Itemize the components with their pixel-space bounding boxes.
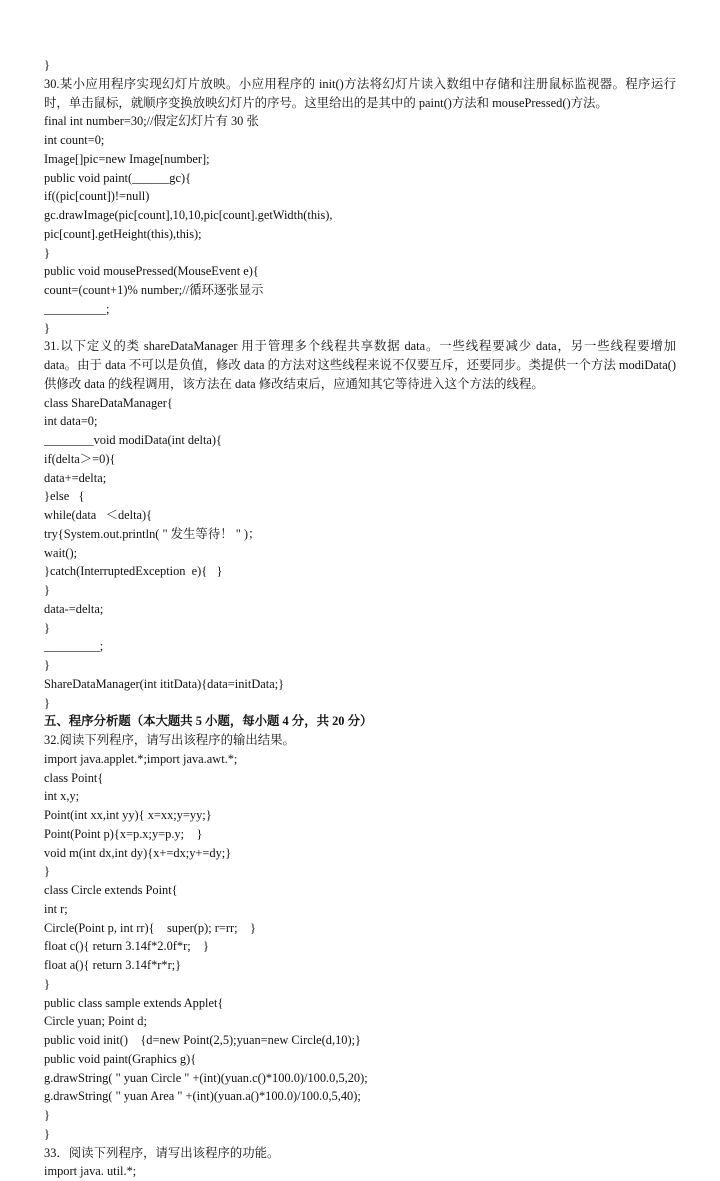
question-paragraph: 30.某小应用程序实现幻灯片放映。小应用程序的 init()方法将幻灯片读入数组中存储和注册鼠标监视器。程序运行时，单击鼠标，就顺序变换放映幻灯片的序号。这里给出的是其中的 paint()方法和 mousePressed()方法。 [44, 76, 676, 110]
code-line: if(delta＞=0){ [44, 451, 116, 466]
code-line: } [44, 976, 50, 991]
code-line: Image[]pic=new Image[number]; [44, 151, 210, 166]
code-line: } [44, 245, 50, 260]
code-line: int count=0; [44, 133, 105, 147]
code-line: } [44, 695, 50, 710]
code-line: 32.阅读下列程序，请写出该程序的输出结果。 [44, 733, 295, 747]
code-line: ________void modiData(int delta){ [44, 433, 223, 447]
code-line: public class sample extends Applet{ [44, 995, 224, 1010]
code-line: } [44, 864, 50, 879]
code-line: try{System.out.println( " 发生等待！ " )； [44, 526, 261, 541]
code-line: } [44, 1108, 50, 1122]
code-line: class Circle extends Point{ [44, 883, 178, 897]
code-line: if((pic[count])!=null) [44, 189, 150, 204]
code-line: wait(); [44, 545, 78, 560]
code-line: Point(int xx,int yy){ x=xx;y=yy;} [44, 808, 212, 822]
code-line: } [44, 58, 50, 72]
code-line: int data=0; [44, 414, 98, 429]
code-line: float a(){ return 3.14f*r*r;} [44, 958, 182, 972]
code-line: }else { [44, 489, 85, 504]
code-line: data-=delta; [44, 601, 104, 616]
code-line: public void paint(______gc){ [44, 170, 192, 185]
code-line: while(data ＜delta){ [44, 508, 153, 522]
code-line: g.drawString( " yuan Circle " +(int)(yuan.c()*100.0)/100.0,5,20); [44, 1070, 368, 1085]
code-line: } [44, 658, 50, 672]
code-line: public void paint(Graphics g){ [44, 1051, 197, 1066]
code-line: Circle(Point p, int rr){ super(p); r=rr; } [44, 920, 256, 935]
code-line: } [44, 320, 50, 335]
code-line: gc.drawImage(pic[count],10,10,pic[count].getWidth(this), [44, 208, 333, 222]
code-line: 33．阅读下列程序，请写出该程序的功能。 [44, 1145, 280, 1160]
code-line: g.drawString( " yuan Area " +(int)(yuan.a()*100.0)/100.0,5,40); [44, 1089, 361, 1104]
code-line: int r; [44, 901, 68, 916]
code-line: } [44, 1126, 50, 1141]
code-line: public void mousePressed(MouseEvent e){ [44, 264, 259, 279]
code-line: int x,y; [44, 789, 80, 804]
code-line: }catch(InterruptedException e){ } [44, 564, 223, 579]
code-line: public void init() {d=new Point(2,5);yuan=new Circle(d,10);} [44, 1033, 361, 1047]
code-line: _________; [44, 639, 104, 654]
code-line: void m(int dx,int dy){x+=dx;y+=dy;} [44, 845, 232, 860]
section-heading: 五、程序分析题（本大题共 5 小题，每小题 4 分，共 20 分） [44, 714, 373, 729]
code-line: data+=delta; [44, 470, 107, 485]
code-line: __________; [44, 301, 110, 316]
code-line: class Point{ [44, 770, 104, 785]
code-line: count=(count+1)% number;//循环逐张显示 [44, 283, 264, 297]
code-line: final int number=30;//假定幻灯片有 30 张 [44, 114, 259, 129]
code-line: ShareDataManager(int ititData){data=initData;} [44, 676, 285, 691]
code-line: class ShareDataManager{ [44, 395, 173, 410]
code-line: } [44, 620, 50, 635]
code-line: Point(Point p){x=p.x;y=p.y; } [44, 826, 203, 841]
question-paragraph: 31.以下定义的类 shareDataManager 用于管理多个线程共享数据 data。一些线程要减少 data，另一些线程要增加 data。由于 data 不可以是负值，修改 data 的方法对这些线程来说不仅要互斥，还要同步。类提供一个方法 modiData()供修改 data 的线程调用，该方法在 data 修改结束后，应通知其它等待进入这个方法的线程。 [44, 339, 676, 391]
code-line: Circle yuan; Point d; [44, 1014, 147, 1029]
code-line: import java. util.*; [44, 1164, 137, 1179]
code-line: } [44, 583, 50, 597]
code-line: import java.applet.*;import java.awt.*; [44, 751, 238, 766]
code-line: float c(){ return 3.14f*2.0f*r; } [44, 939, 210, 954]
code-line: pic[count].getHeight(this),this); [44, 226, 202, 241]
